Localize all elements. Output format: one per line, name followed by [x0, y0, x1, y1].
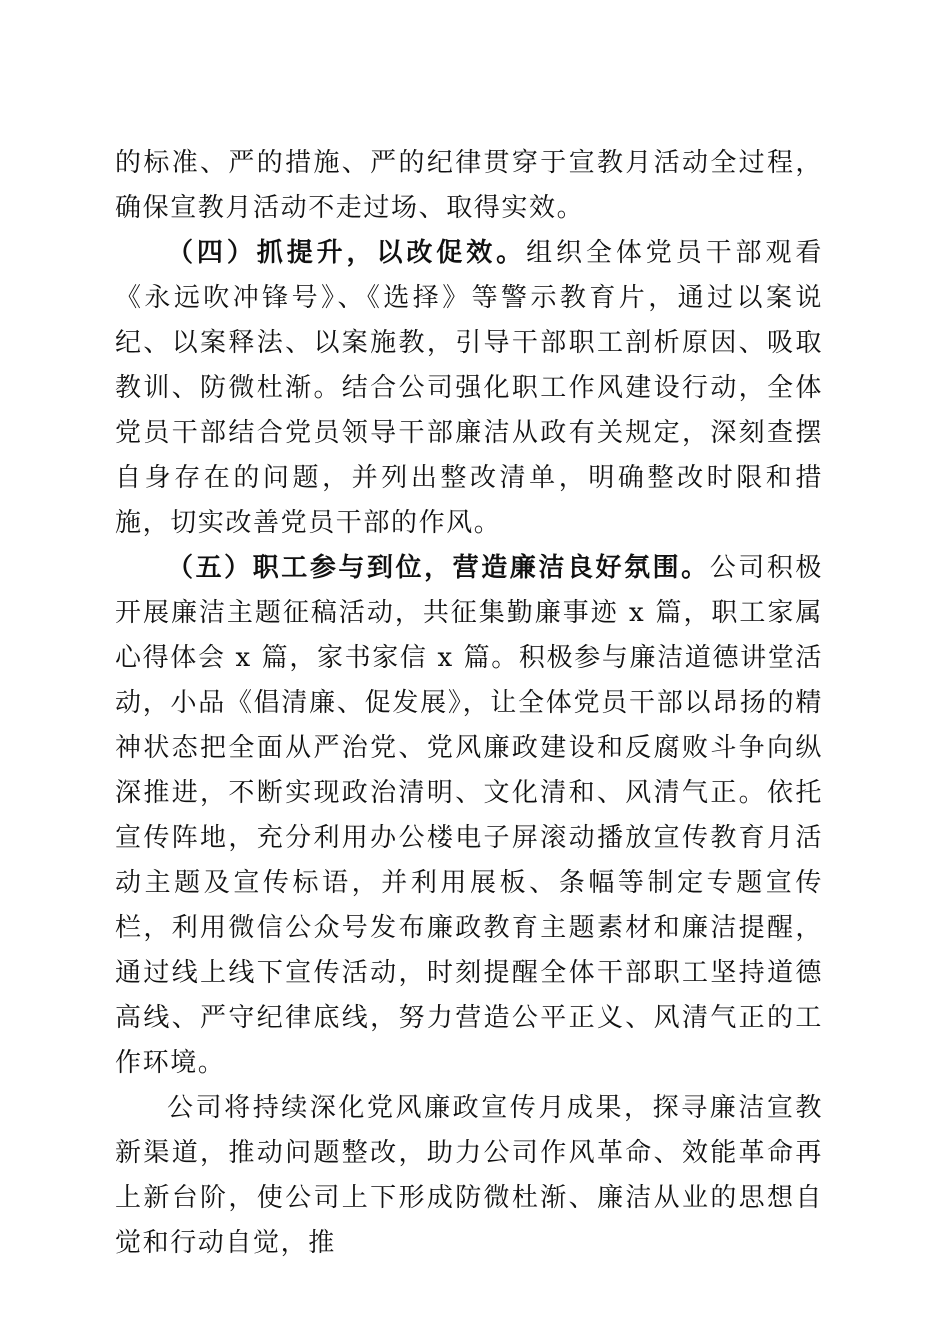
paragraph-text: 公司将持续深化党风廉政宣传月成果，探寻廉洁宣教新渠道，推动问题整改，助力公司作风革命、效能革命再上新台阶，使公司上下形成防微杜渐、廉洁从业的思想自觉和行动自觉，推 — [115, 1093, 823, 1258]
document-page — [115, 141, 823, 1266]
paragraph-conclusion — [115, 1086, 823, 1266]
paragraph-text: 公司积极开展廉洁主题征稿活动，共征集勤廉事迹 x 篇，职工家属心得体会 x 篇，家书家信 x 篇。积极参与廉洁道德讲堂活动，小品《倡清廉、促发展》，让全体党员干部以昂扬的精神状态把全面从严治党、党风廉政建设和反腐败斗争向纵深推进，不断实现政治清明、文化清和、风清气正。依托宣传阵地，充分利用办公楼电子屏滚动播放宣传教育月活动主题及宣传标语，并利用展板、条幅等制定专题宣传栏，利用微信公众号发布廉政教育主题素材和廉洁提醒，通过线上线下宣传活动，时刻提醒全体干部职工坚持道德高线、严守纪律底线，努力营造公平正义、风清气正的工作环境。 — [115, 553, 823, 1078]
paragraph-section-4 — [115, 231, 823, 546]
paragraph-section-5 — [115, 546, 823, 1086]
paragraph-continuation — [115, 141, 823, 231]
section-heading-5: （五）职工参与到位，营造廉洁良好氛围。 — [167, 553, 710, 583]
paragraph-text: 的标准、严的措施、严的纪律贯穿于宣教月活动全过程，确保宣教月活动不走过场、取得实效。 — [115, 148, 823, 223]
paragraph-text: 组织全体党员干部观看《永远吹冲锋号》、《选择》等警示教育片，通过以案说纪、以案释法、以案施教，引导干部职工剖析原因、吸取教训、防微杜渐。结合公司强化职工作风建设行动，全体党员干部结合党员领导干部廉洁从政有关规定，深刻查摆自身存在的问题，并列出整改清单，明确整改时限和措施，切实改善党员干部的作风。 — [115, 238, 823, 538]
section-heading-4: （四）抓提升，以改促效。 — [167, 238, 527, 268]
